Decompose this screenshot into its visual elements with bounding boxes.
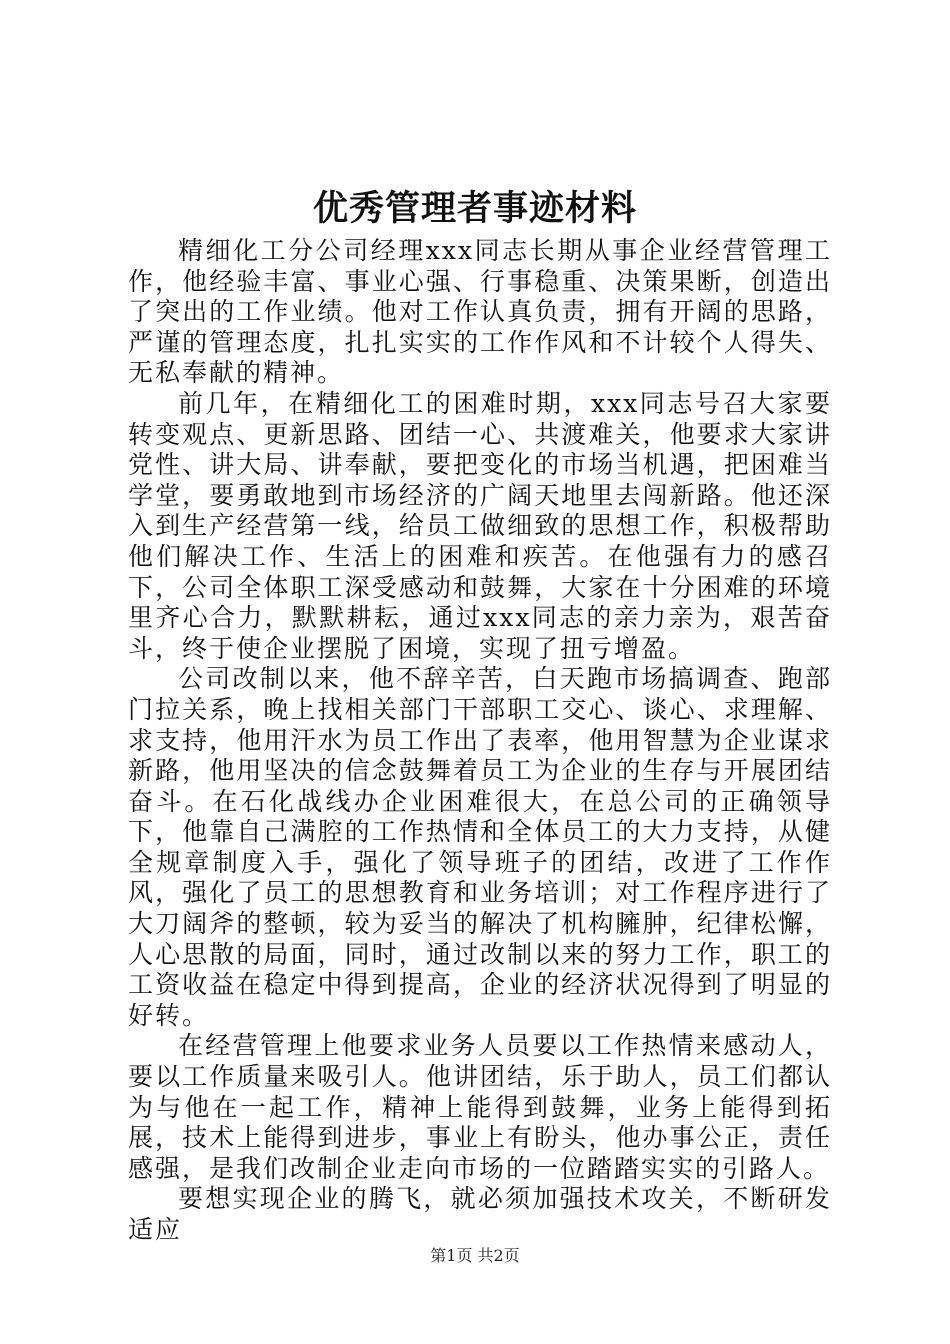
paragraph: 公司改制以来，他不辞辛苦，白天跑市场搞调查、跑部门拉关系，晚上找相关部门干部职工交心、谈心、求理解、求支持，他用汗水为员工作出了表率，他用智慧为企业谋求新路，他用坚决的信念鼓舞着员工为企业的生存与开展团结奋斗。在石化战线办企业困难很大，在总公司的正确领导下，他靠自己满腔的工作热情和全体员工的大力支持，从健全规章制度入手，强化了领导班子的团结，改进了工作作风，强化了员工的思想教育和业务培训；对工作程序进行了大刀阔斧的整顿，较为妥当的解决了机构臃肿，纪律松懈，人心思散的局面，同时，通过改制以来的努力工作，职工的工资收益在稳定中得到提高，企业的经济状况得到了明显的好转。 bbox=[128, 664, 832, 1030]
paragraph: 在经营管理上他要求业务人员要以工作热情来感动人，要以工作质量来吸引人。他讲团结，乐于助人，员工们都认为与他在一起工作，精神上能得到鼓舞，业务上能得到拓展，技术上能得到进步，事业上有盼头，他办事公正，责任感强，是我们改制企业走向市场的一位踏踏实实的引路人。 bbox=[128, 1031, 832, 1183]
document-title: 优秀管理者事迹材料 bbox=[312, 188, 637, 229]
document-body bbox=[128, 236, 832, 1246]
paragraph: 精细化工分公司经理xxx同志长期从事企业经营管理工作，他经验丰富、事业心强、行事稳重、决策果断，创造出了突出的工作业绩。他对工作认真负责，拥有开阔的思路，严谨的管理态度，扎扎实实的工作作风和不计较个人得失、无私奉献的精神。 bbox=[128, 236, 832, 388]
paragraph: 前几年，在精细化工的困难时期，xxx同志号召大家要转变观点、更新思路、团结一心、共渡难关，他要求大家讲党性、讲大局、讲奉献，要把变化的市场当机遇，把困难当学堂，要勇敢地到市场经济的广阔天地里去闯新路。他还深入到生产经营第一线，给员工做细致的思想工作，积极帮助他们解决工作、生活上的困难和疾苦。在他强有力的感召下，公司全体职工深受感动和鼓舞，大家在十分困难的环境里齐心合力，默默耕耘，通过xxx同志的亲力亲为，艰苦奋斗，终于使企业摆脱了困境，实现了扭亏增盈。 bbox=[128, 388, 832, 663]
page-footer: 第1页 共2页 bbox=[430, 1246, 520, 1265]
paragraph: 要想实现企业的腾飞，就必须加强技术攻关，不断研发适应 bbox=[128, 1184, 832, 1244]
